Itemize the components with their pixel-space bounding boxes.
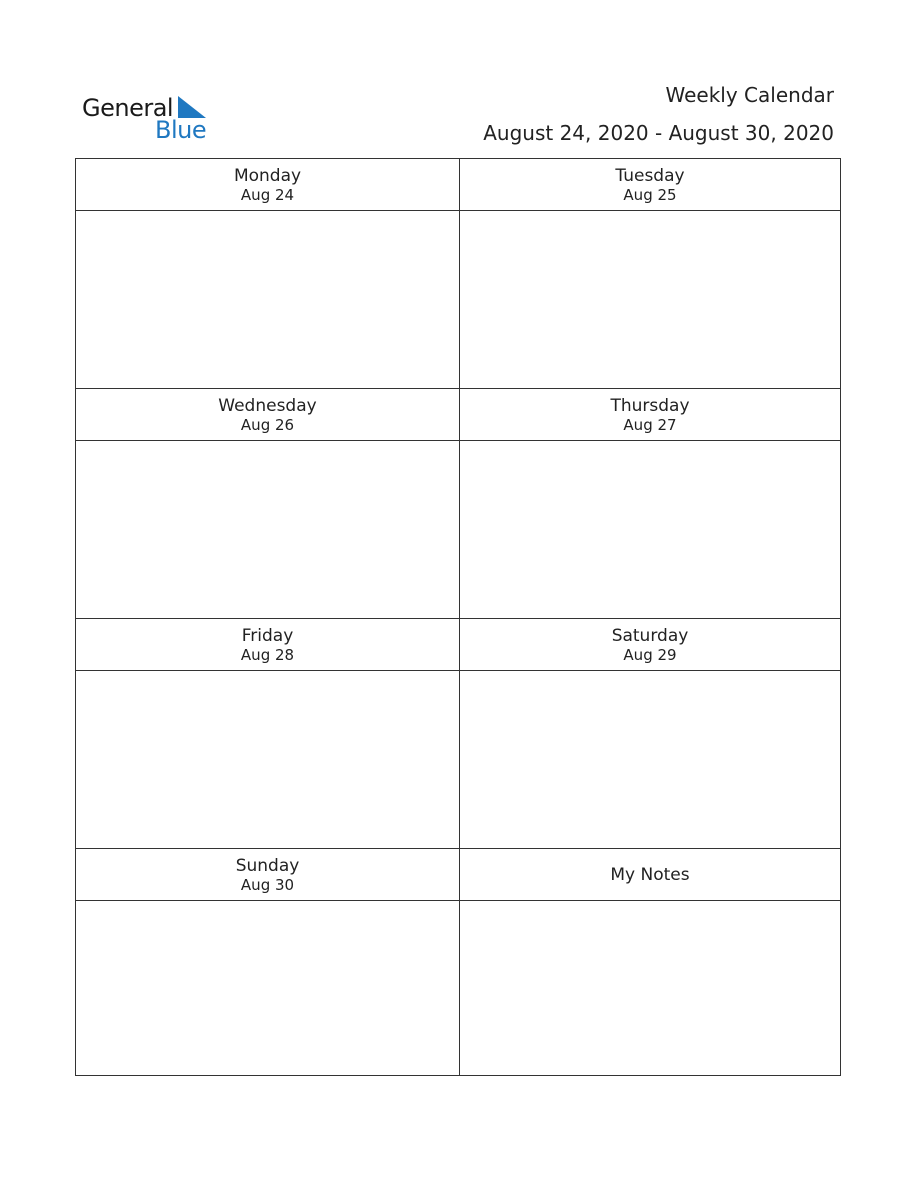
- day-entry-area[interactable]: [76, 671, 459, 848]
- notes-label: My Notes: [610, 865, 690, 885]
- day-cell-thursday: [459, 388, 840, 618]
- day-header: [76, 389, 459, 441]
- date-range: August 24, 2020 - August 30, 2020: [483, 121, 834, 145]
- day-header: [460, 159, 840, 211]
- day-header: [460, 389, 840, 441]
- logo-general-text: General: [82, 94, 174, 122]
- day-entry-area[interactable]: [460, 211, 840, 388]
- day-entry-area[interactable]: [460, 671, 840, 848]
- logo-blue-text: Blue: [155, 116, 207, 144]
- day-date: Aug 29: [623, 646, 677, 664]
- calendar-grid: [75, 158, 841, 1076]
- page-title: Weekly Calendar: [665, 83, 834, 107]
- day-date: Aug 30: [240, 876, 295, 894]
- day-header: [76, 619, 459, 671]
- day-name: Thursday: [610, 396, 690, 416]
- day-cell-sunday: [76, 848, 459, 1075]
- day-date: Aug 27: [623, 416, 677, 434]
- day-name: Sunday: [235, 856, 300, 876]
- day-cell-friday: [76, 618, 459, 848]
- day-name: Tuesday: [615, 166, 685, 186]
- day-name: Wednesday: [218, 396, 317, 416]
- day-cell-monday: [76, 159, 459, 388]
- day-name: Monday: [233, 166, 302, 186]
- notes-entry-area[interactable]: [460, 901, 840, 1075]
- logo: [82, 94, 222, 144]
- day-entry-area[interactable]: [76, 441, 459, 618]
- day-date: Aug 26: [240, 416, 295, 434]
- day-date: Aug 25: [623, 186, 677, 204]
- logo-triangle-icon: [178, 96, 206, 118]
- day-header: [460, 619, 840, 671]
- day-cell-saturday: [459, 618, 840, 848]
- day-cell-tuesday: [459, 159, 840, 388]
- day-entry-area[interactable]: [460, 441, 840, 618]
- day-header: [76, 849, 459, 901]
- day-entry-area[interactable]: [76, 211, 459, 388]
- day-cell-wednesday: [76, 388, 459, 618]
- day-date: Aug 28: [240, 646, 295, 664]
- day-entry-area[interactable]: [76, 901, 459, 1075]
- notes-header: [460, 849, 840, 901]
- day-name: Friday: [241, 626, 294, 646]
- day-name: Saturday: [611, 626, 689, 646]
- day-header: [76, 159, 459, 211]
- notes-cell: [459, 848, 840, 1075]
- day-date: Aug 24: [240, 186, 295, 204]
